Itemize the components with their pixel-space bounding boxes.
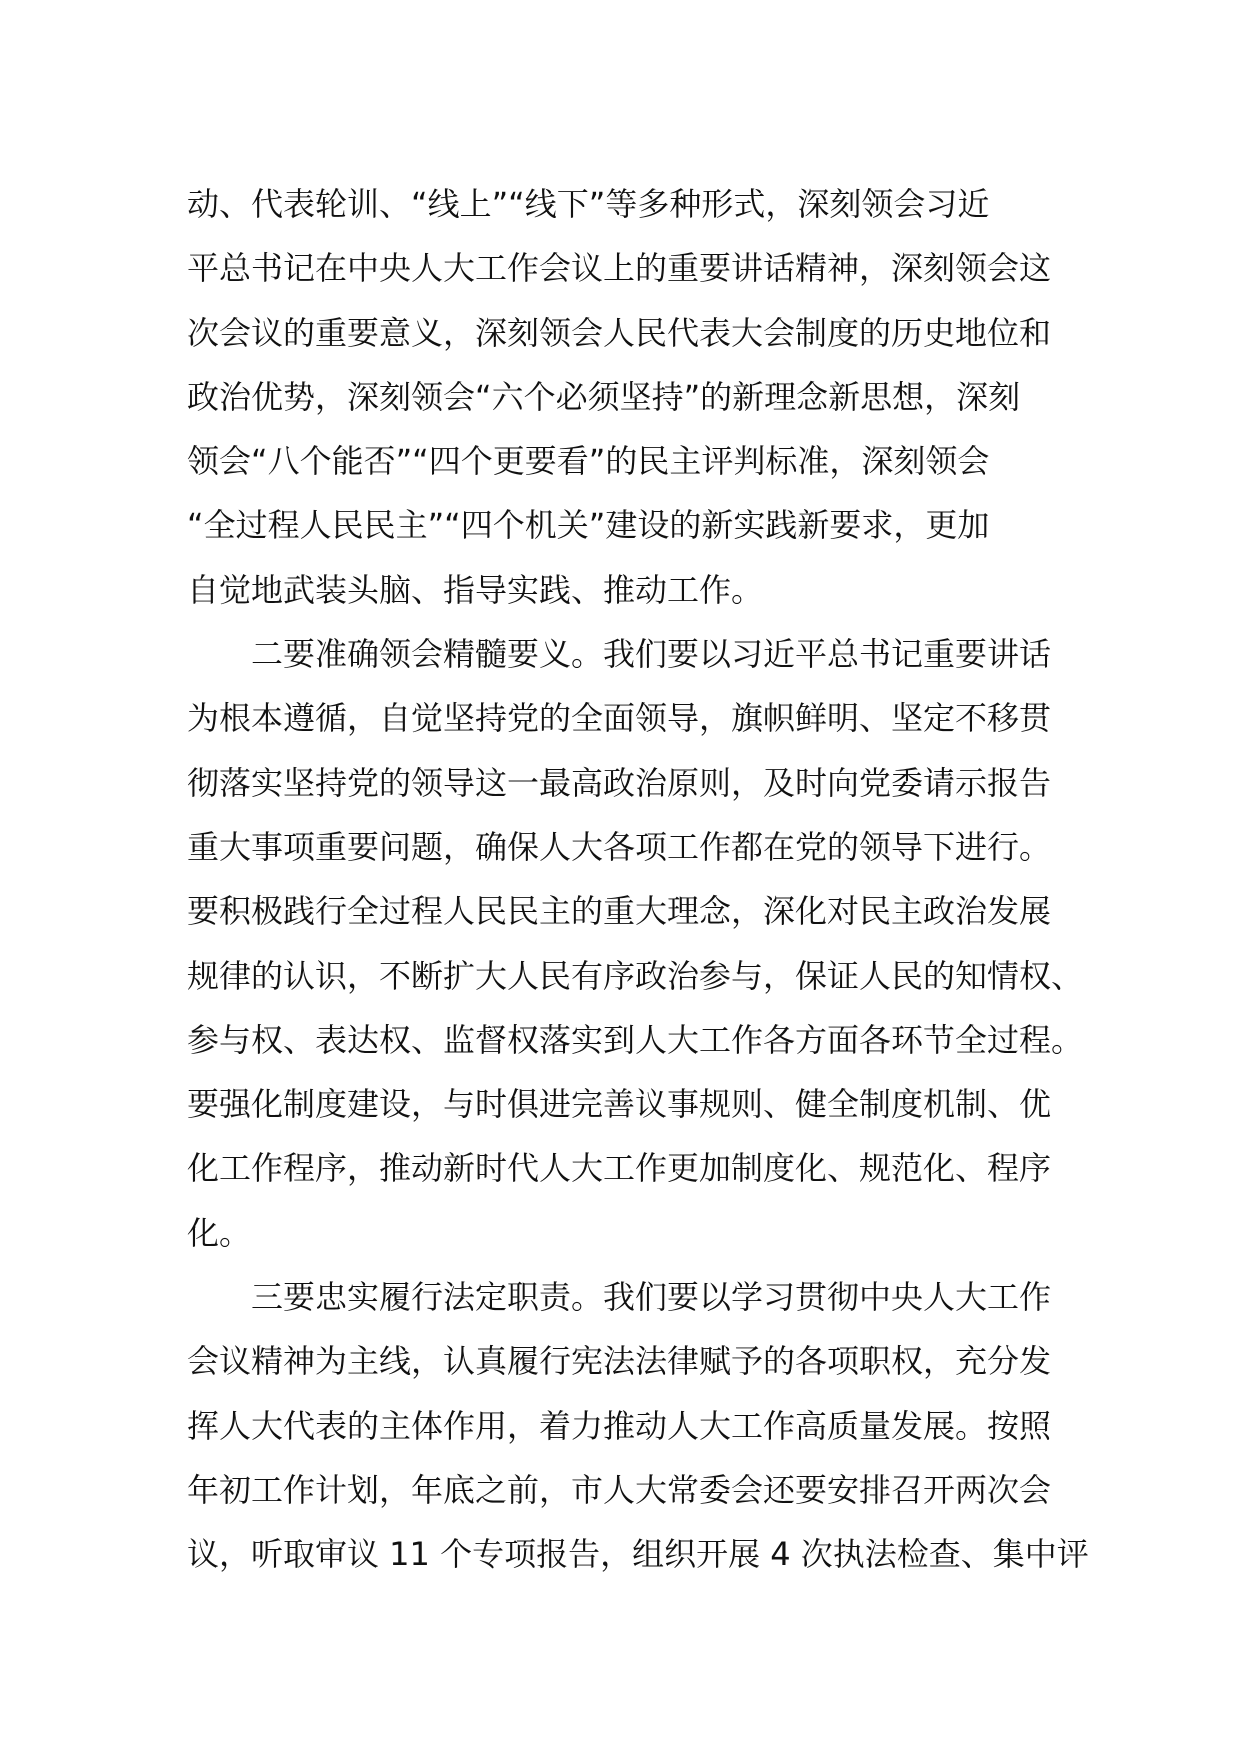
text-line: 要积极践行全过程人民民主的重大理念，深化对民主政治发展 bbox=[187, 892, 1052, 931]
text-line: 参与权、表达权、监督权落实到人大工作各方面各环节全过程。 bbox=[187, 1020, 1084, 1059]
text-line: 彻落实坚持党的领导这一最高政治原则，及时向党委请示报告 bbox=[187, 763, 1052, 802]
text-line: 领会“八个能否”“四个更要看”的民主评判标准，深刻领会 bbox=[187, 442, 990, 481]
text-line: 重大事项重要问题，确保人大各项工作都在党的领导下进行。 bbox=[187, 827, 1052, 866]
paragraph-start-line: 三要忠实履行法定职责。我们要以学习贯彻中央人大工作 bbox=[251, 1278, 1052, 1317]
text-line: 为根本遵循，自觉坚持党的全面领导，旗帜鲜明、坚定不移贯 bbox=[187, 699, 1052, 738]
text-line: 规律的认识，不断扩大人民有序政治参与，保证人民的知情权、 bbox=[187, 956, 1084, 995]
text-line: 化工作程序，推动新时代人大工作更加制度化、规范化、程序 bbox=[187, 1149, 1052, 1188]
text-line: 次会议的重要意义，深刻领会人民代表大会制度的历史地位和 bbox=[187, 313, 1052, 352]
body-text bbox=[187, 172, 1089, 1587]
text-line: “全过程人民民主”“四个机关”建设的新实践新要求，更加 bbox=[187, 506, 990, 545]
text-line: 议，听取审议 11 个专项报告，组织开展 4 次执法检查、集中评 bbox=[187, 1535, 1089, 1574]
text-line: 平总书记在中央人大工作会议上的重要讲话精神，深刻领会这 bbox=[187, 249, 1052, 288]
text-line: 挥人大代表的主体作用，着力推动人大工作高质量发展。按照 bbox=[187, 1406, 1052, 1445]
paragraph-start-line: 二要准确领会精髓要义。我们要以习近平总书记重要讲话 bbox=[251, 635, 1052, 674]
text-line: 动、代表轮训、“线上”“线下”等多种形式，深刻领会习近 bbox=[187, 185, 990, 223]
text-line: 化。 bbox=[187, 1213, 252, 1252]
text-line: 要强化制度建设，与时俱进完善议事规则、健全制度机制、优 bbox=[187, 1085, 1052, 1124]
text-line: 自觉地武装头脑、指导实践、推动工作。 bbox=[187, 570, 764, 609]
text-line: 会议精神为主线，认真履行宪法法律赋予的各项职权，充分发 bbox=[187, 1342, 1052, 1381]
text-line: 年初工作计划，年底之前，市人大常委会还要安排召开两次会 bbox=[187, 1470, 1052, 1509]
text-line: 政治优势，深刻领会“六个必须坚持”的新理念新思想，深刻 bbox=[187, 377, 1021, 416]
